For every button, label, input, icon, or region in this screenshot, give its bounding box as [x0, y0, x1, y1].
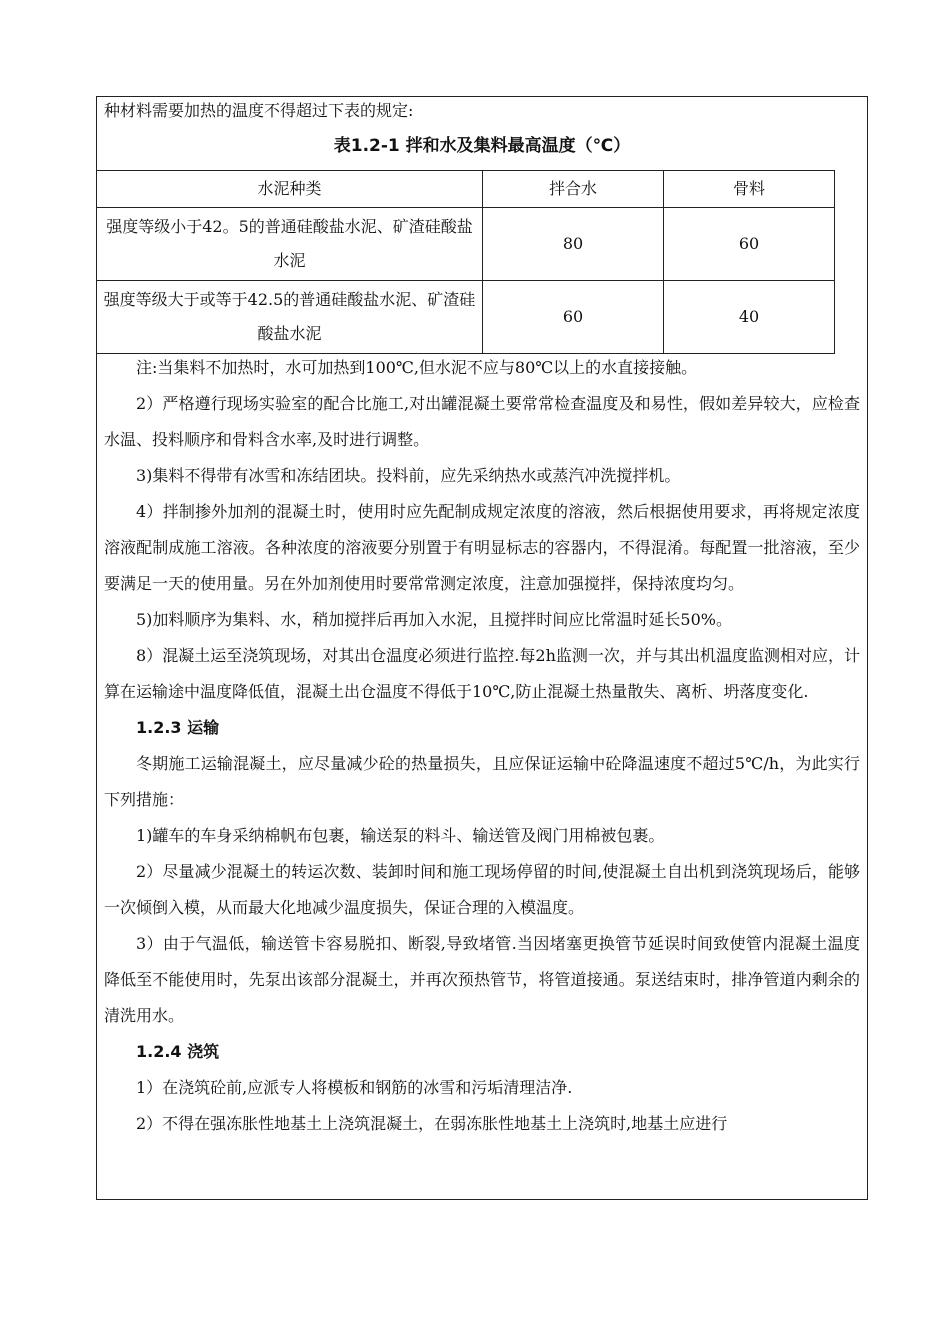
temperature-table: [96, 170, 835, 354]
paragraph: 4）拌制掺外加剂的混凝土时，使用时应先配制成规定浓度的溶液，然后根据使用要求，再将规定浓度溶液配制成施工溶液。各种浓度的溶液要分别置于有明显标志的容器内，不得混淆。每配置一批溶液，至少要满足一天的使用量。另在外加剂使用时要常常测定浓度，注意加强搅拌，保持浓度均匀。: [104, 502, 860, 593]
section-heading-transport: 1.2.3 运输: [136, 718, 220, 737]
table-header-row: [97, 171, 835, 208]
paragraph: 3)集料不得带有冰雪和冻结团块。投料前，应先采纳热水或蒸汽冲洗搅拌机。: [136, 466, 681, 485]
cell-cement-type: 强度等级小于42。5的普通硅酸盐水泥、矿渣硅酸盐水泥: [97, 208, 483, 281]
cell-aggregate: 40: [664, 281, 835, 354]
paragraph: 2）尽量减少混凝土的转运次数、装卸时间和施工现场停留的时间,使混凝土自出机到浇筑现场后，能够一次倾倒入模，从而最大化地减少温度损失，保证合理的入模温度。: [104, 862, 860, 917]
note-paragraph: 注:当集料不加热时，水可加热到100℃,但水泥不应与80℃以上的水直接接触。: [136, 358, 698, 377]
header-water: 拌合水: [483, 171, 664, 208]
paragraph: 3）由于气温低，输送管卡容易脱扣、断裂,导致堵管.当因堵塞更换管节延误时间致使管内混凝土温度降低至不能使用时，先泵出该部分混凝土，并再次预热管节，将管道接通。泵送结束时，排净管道内剩余的清洗用水。: [104, 934, 860, 1025]
paragraph: 1）在浇筑砼前,应派专人将模板和钢筋的冰雪和污垢清理洁净.: [136, 1078, 573, 1097]
cell-water: 80: [483, 208, 664, 281]
paragraph: 8）混凝土运至浇筑现场，对其出仓温度必须进行监控.每2h监测一次，并与其出机温度监测相对应，计算在运输途中温度降低值，混凝土出仓温度不得低于10℃,防止混凝土热量散失、离析、坍落度变化.: [104, 646, 860, 701]
cell-cement-type: 强度等级大于或等于42.5的普通硅酸盐水泥、矿渣硅酸盐水泥: [97, 281, 483, 354]
body-text: [104, 350, 860, 1142]
paragraph: 2）严格遵行现场实验室的配合比施工,对出罐混凝土要常常检查温度及和易性，假如差异较大，应检查水温、投料顺序和骨料含水率,及时进行调整。: [104, 394, 860, 449]
paragraph: 5)加料顺序为集料、水，稍加搅拌后再加入水泥，且搅拌时间应比常温时延长50%。: [136, 610, 732, 629]
paragraph: 冬期施工运输混凝土，应尽量减少砼的热量损失，且应保证运输中砼降温速度不超过5℃/h，为此实行下列措施：: [104, 754, 860, 809]
header-cement-type: 水泥种类: [97, 171, 483, 208]
table-caption: 表1.2-1 拌和水及集料最高温度（℃）: [333, 136, 631, 156]
intro-text: 种材料需要加热的温度不得超过下表的规定:: [104, 101, 414, 120]
table-row: [97, 208, 835, 281]
paragraph: 1)罐车的车身采纳棉帆布包裹，输送泵的料斗、输送管及阀门用棉被包裹。: [136, 826, 665, 845]
section-heading-pouring: 1.2.4 浇筑: [136, 1042, 220, 1061]
table-row: [97, 281, 835, 354]
paragraph: 2）不得在强冻胀性地基土上浇筑混凝土，在弱冻胀性地基土上浇筑时,地基土应进行: [136, 1114, 728, 1133]
cell-aggregate: 60: [664, 208, 835, 281]
header-aggregate: 骨料: [664, 171, 835, 208]
cell-water: 60: [483, 281, 664, 354]
